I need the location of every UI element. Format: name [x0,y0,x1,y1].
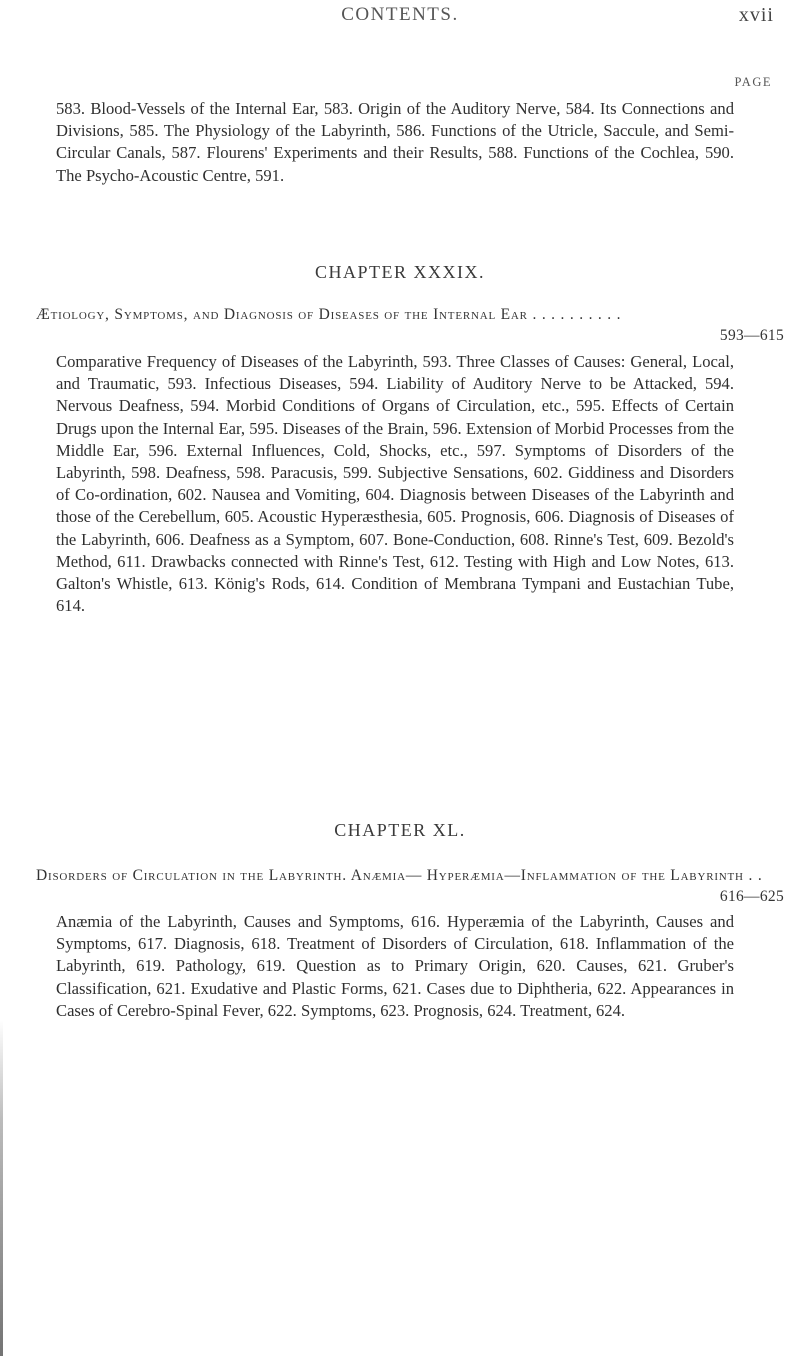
page-column-heading: PAGE [734,75,772,89]
running-title: CONTENTS. [341,4,459,25]
chapter-summary-40: Anæmia of the Labyrinth, Causes and Symptoms, 616. Hyperæmia of the Labyrinth, Causes and Symptoms, 617. Diagnosis, 618. Treatment of Disorders of Circulation, 618. Inflammation of the Labyrinth, 619. Pathology, 619. Question as to Primary Origin, 620. Causes, 621. Gruber's Classification, 621. Exudative and Plastic Forms, 621. Cases due to Diphtheria, 622. Appearances in Cases of Cerebro-Spinal Fever, 622. Symptoms, 623. Prognosis, 624. Treatment, 624. [56,912,734,1020]
binding-shadow [0,1020,3,1356]
chapter-title-40: Disorders of Circulation in the Labyrinth. Anæmia— Hyperæmia—Inflammation of the Labyrinth . . [36,867,763,884]
page-number: xvii [738,4,774,26]
chapter-page-range-40: 616—625 [719,888,784,905]
chapter-page-range-39: 593—615 [719,327,784,344]
running-head [0,4,800,34]
chapter-title-39: Ætiology, Symptoms, and Diagnosis of Diseases of the Internal Ear . . . . . . . . . . [36,306,622,323]
chapter-heading-40: CHAPTER XL. [334,820,466,840]
opening-summary: 583. Blood-Vessels of the Internal Ear, 583. Origin of the Auditory Nerve, 584. Its Connections and Divisions, 585. The Physiology of the Labyrinth, 586. Functions of the Utricle, Saccule, and Semi-Circular Canals, 587. Flourens' Experiments and their Results, 588. Functions of the Cochlea, 590. The Psycho-Acoustic Centre, 591. [56,99,734,185]
chapter-heading-39: CHAPTER XXXIX. [314,262,485,282]
chapter-summary-39: Comparative Frequency of Diseases of the Labyrinth, 593. Three Classes of Causes: General, Local, and Traumatic, 593. Infectious Diseases, 594. Liability of Auditory Nerve to be Attacked, 594. Nervous Deafness, 594. Morbid Conditions of Organs of Circulation, etc., 595. Effects of Certain Drugs upon the Internal Ear, 595. Diseases of the Brain, 596. Extension of Morbid Processes from the Middle Ear, 596. External Influences, Cold, Shocks, etc., 597. Symptoms of Disorders of the Labyrinth, 598. Deafness, 598. Paracusis, 599. Subjective Sensations, 602. Giddiness and Disorders of Co-ordination, 602. Nausea and Vomiting, 604. Diagnosis between Diseases of the Labyrinth and those of the Cerebellum, 605. Acoustic Hyperæsthesia, 605. Prognosis, 606. Diagnosis of Diseases of the Labyrinth, 606. Deafness as a Symptom, 607. Bone-Conduction, 608. Rinne's Test, 609. Bezold's Method, 611. Drawbacks connected with Rinne's Test, 612. Testing with High and Low Notes, 613. Galton's Whistle, 613. König's Rods, 614. Condition of Membrana Tympani and Eustachian Tube, 614. [56,352,734,616]
